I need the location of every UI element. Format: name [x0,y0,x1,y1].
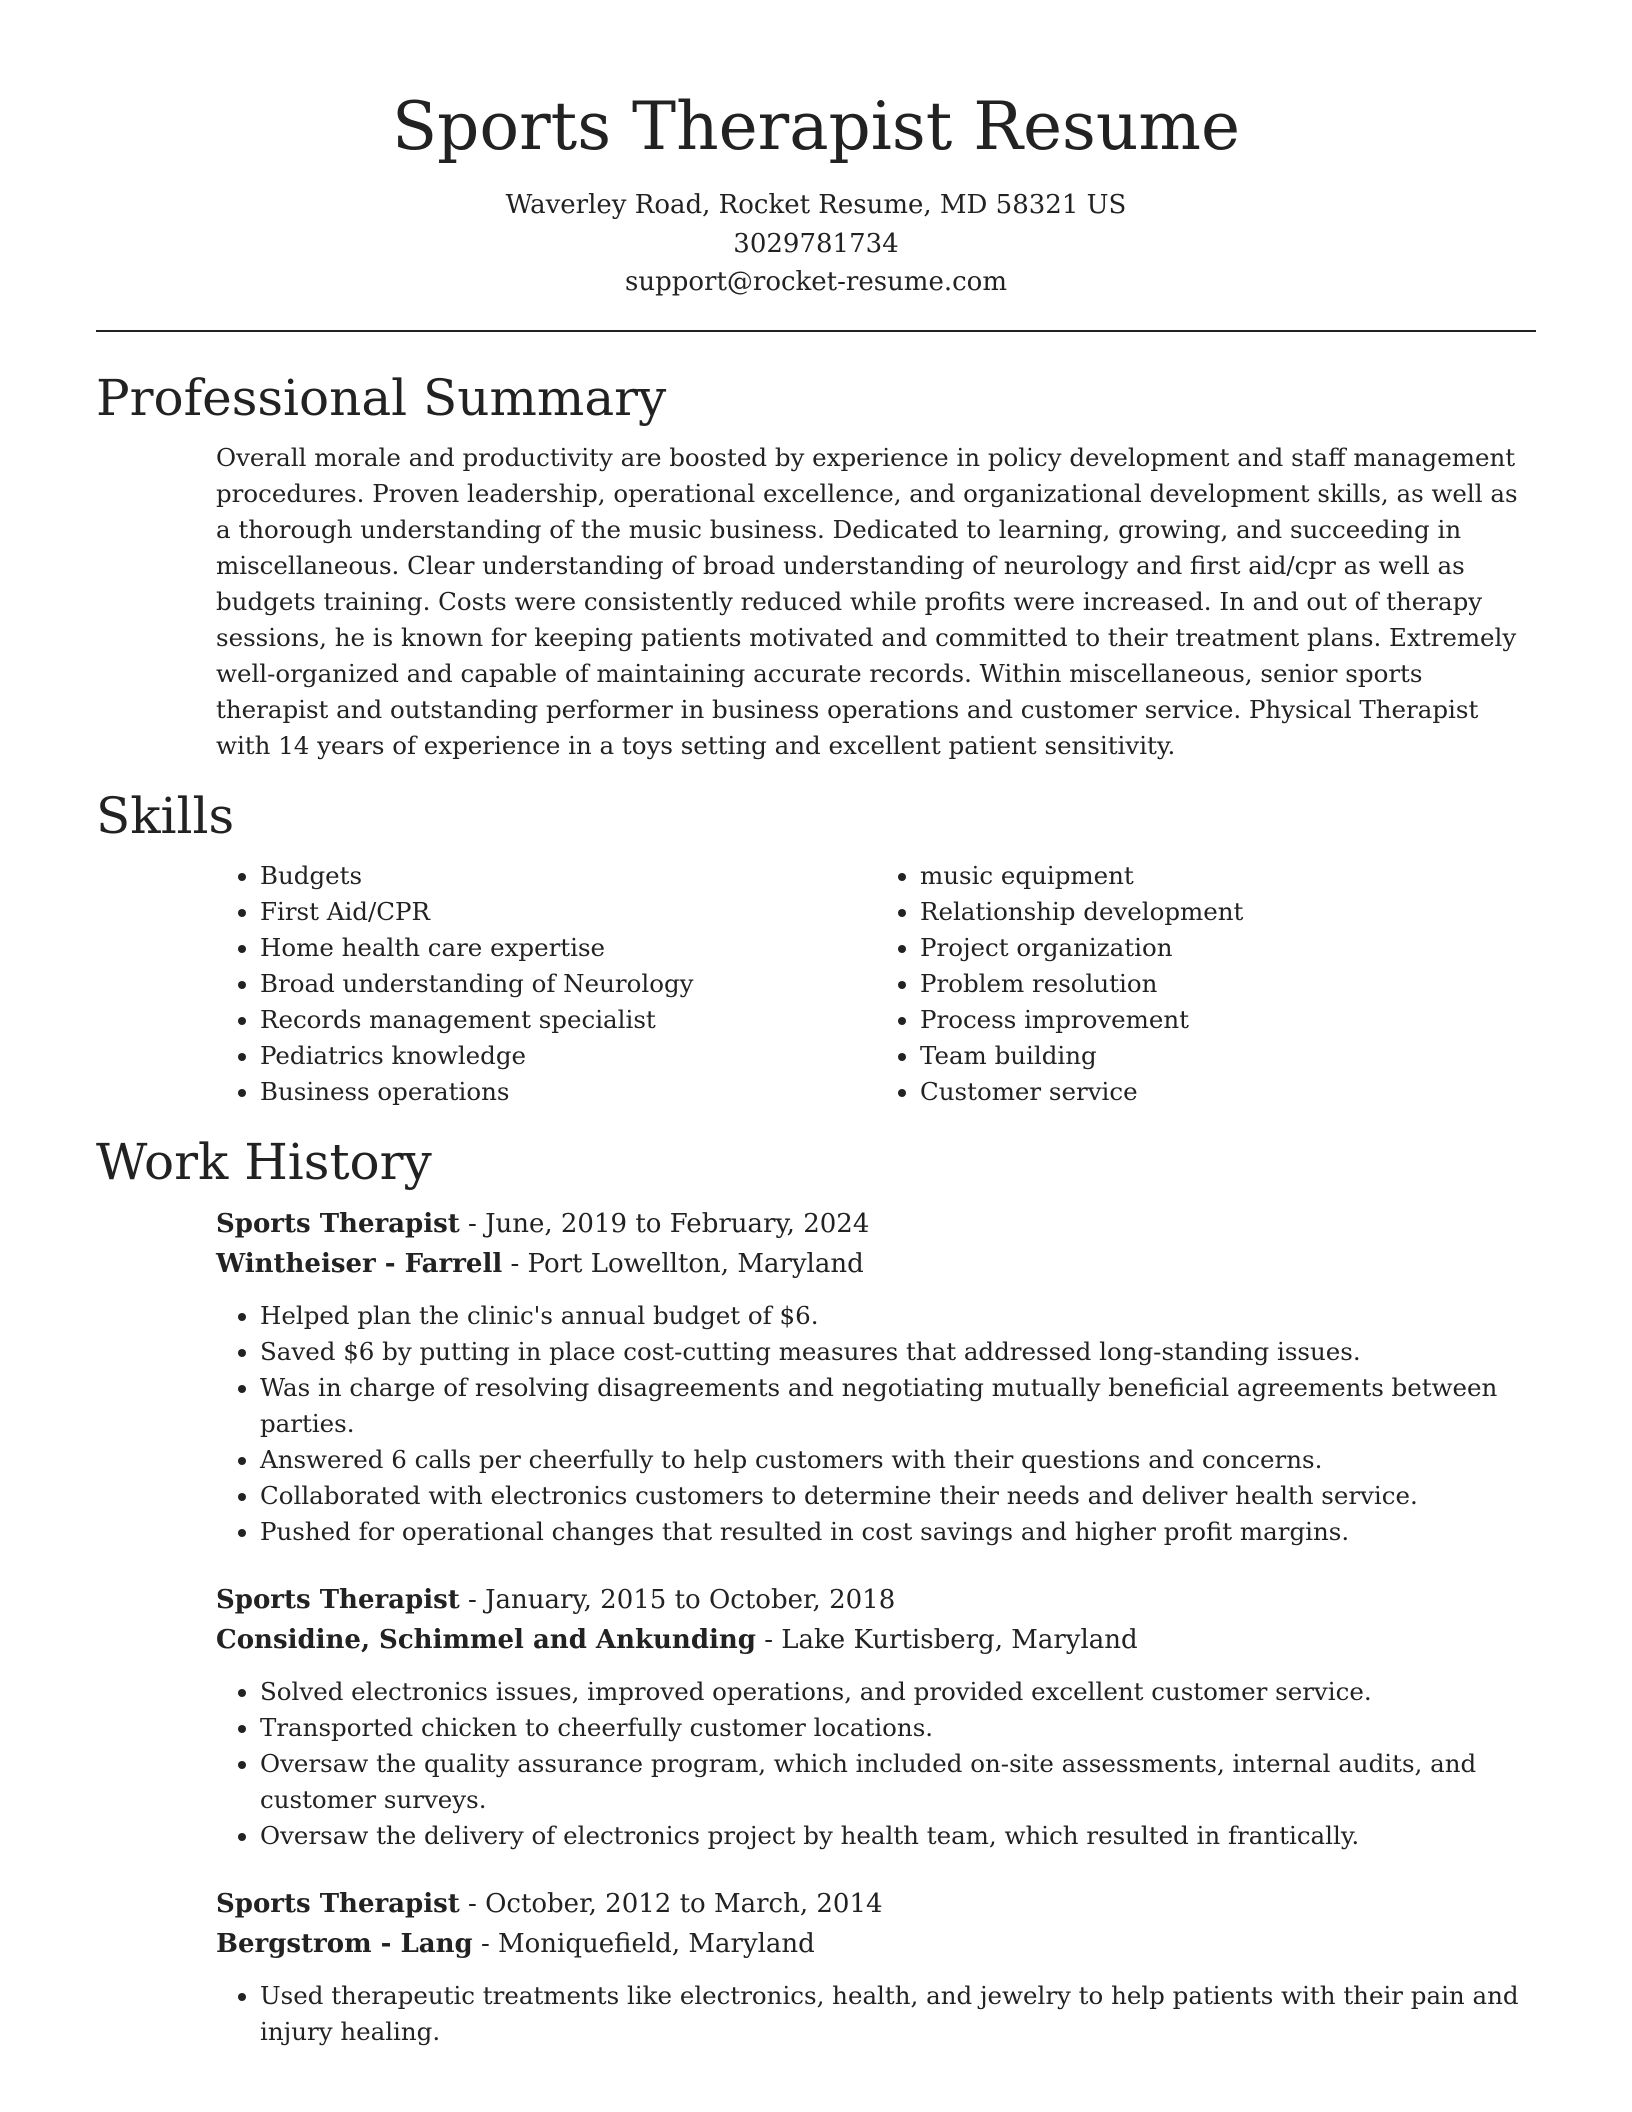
email: support@rocket-resume.com [624,267,1007,297]
job-bullet: • Used therapeutic treatments like electronics, health, and jewelry to help patients with their pain and injury healing. [260,1978,1536,2050]
skills-column-left [216,858,876,1110]
job-bullet: • Oversaw the quality assurance program, which included on-site assessments, internal audits, and customer surveys. [260,1746,1536,1818]
job-role-line [216,1580,1536,1620]
work-history-heading: Work History [96,1132,432,1191]
job-role-line [216,1204,1536,1244]
skill-item: • Broad understanding of Neurology [260,966,876,1002]
job-location: - Lake Kurtisberg, Maryland [755,1624,1138,1655]
job-role: Sports Therapist [216,1208,460,1239]
job-company-line [216,1244,1536,1284]
job-company-line [216,1924,1536,1964]
skill-item: • Home health care expertise [260,930,876,966]
job-bullet: • Transported chicken to cheerfully customer locations. [260,1710,1536,1746]
skill-item: • Team building [920,1038,1536,1074]
job-company: Considine, Schimmel and Ankunding [216,1624,756,1655]
job-role: Sports Therapist [216,1584,460,1615]
contact-block [96,186,1536,302]
job-role-line [216,1884,1536,1924]
job-location: - Moniquefield, Maryland [472,1928,815,1959]
job-bullet: • Saved $6 by putting in place cost-cutting measures that addressed long-standing issues. [260,1334,1536,1370]
skills-list [216,858,1536,1110]
skill-item: • Relationship development [920,894,1536,930]
resume-title: Sports Therapist Resume [391,88,1241,165]
job-bullet: • Was in charge of resolving disagreements and negotiating mutually beneficial agreements between parties. [260,1370,1536,1442]
skill-item: • Customer service [920,1074,1536,1110]
job-entry [216,1204,1536,1550]
job-bullets [216,1674,1536,1854]
skill-item: • Project organization [920,930,1536,966]
resume-page [96,0,1536,2050]
summary-heading: Professional Summary [96,368,667,427]
address: Waverley Road, Rocket Resume, MD 58321 US [505,190,1127,220]
job-bullet: • Collaborated with electronics customers to determine their needs and deliver health service. [260,1478,1536,1514]
job-bullet: • Answered 6 calls per cheerfully to help customers with their questions and concerns. [260,1442,1536,1478]
header-divider [96,330,1536,332]
summary-text: Overall morale and productivity are boosted by experience in policy development and staff management procedures. Proven leadership, operational excellence, and organizational development skills, as well as a thorough understanding of the music business. Dedicated to learning, growing, and succeeding in miscellaneous. Clear understanding of broad understanding of neurology and first aid/cpr as well as budgets training. Costs were consistently reduced while profits were increased. In and out of therapy sessions, he is known for keeping patients motivated and committed to their treatment plans. Extremely well-organized and capable of maintaining accurate records. Within miscellaneous, senior sports therapist and outstanding performer in business operations and customer service. Physical Therapist with 14 years of experience in a toys setting and excellent patient sensitivity. [216,442,1518,760]
phone: 3029781734 [733,228,899,259]
job-role: Sports Therapist [216,1888,460,1919]
skill-item: • First Aid/CPR [260,894,876,930]
job-dates: - January, 2015 to October, 2018 [459,1584,896,1615]
job-bullet: • Pushed for operational changes that resulted in cost savings and higher profit margins. [260,1514,1536,1550]
skills-heading: Skills [96,786,235,845]
job-bullet: • Helped plan the clinic's annual budget of $6. [260,1298,1536,1334]
job-bullet: • Solved electronics issues, improved operations, and provided excellent customer service. [260,1674,1536,1710]
job-company-line [216,1620,1536,1660]
job-bullets [216,1978,1536,2050]
job-company: Bergstrom - Lang [216,1928,473,1959]
skill-item: • Problem resolution [920,966,1536,1002]
job-bullets [216,1298,1536,1550]
skill-item: • Business operations [260,1074,876,1110]
resume-header [96,0,1536,302]
skills-column-right [876,858,1536,1110]
job-entry [216,1884,1536,2050]
job-company: Wintheiser - Farrell [216,1248,503,1279]
job-entry [216,1580,1536,1854]
job-dates: - October, 2012 to March, 2014 [459,1888,883,1919]
skill-item: • Budgets [260,858,876,894]
job-bullet: • Oversaw the delivery of electronics project by health team, which resulted in frantically. [260,1818,1536,1854]
job-location: - Port Lowellton, Maryland [502,1248,864,1279]
skill-item: • Pediatrics knowledge [260,1038,876,1074]
job-dates: - June, 2019 to February, 2024 [459,1208,870,1239]
skill-item: • Records management specialist [260,1002,876,1038]
skill-item: • Process improvement [920,1002,1536,1038]
skill-item: • music equipment [920,858,1536,894]
